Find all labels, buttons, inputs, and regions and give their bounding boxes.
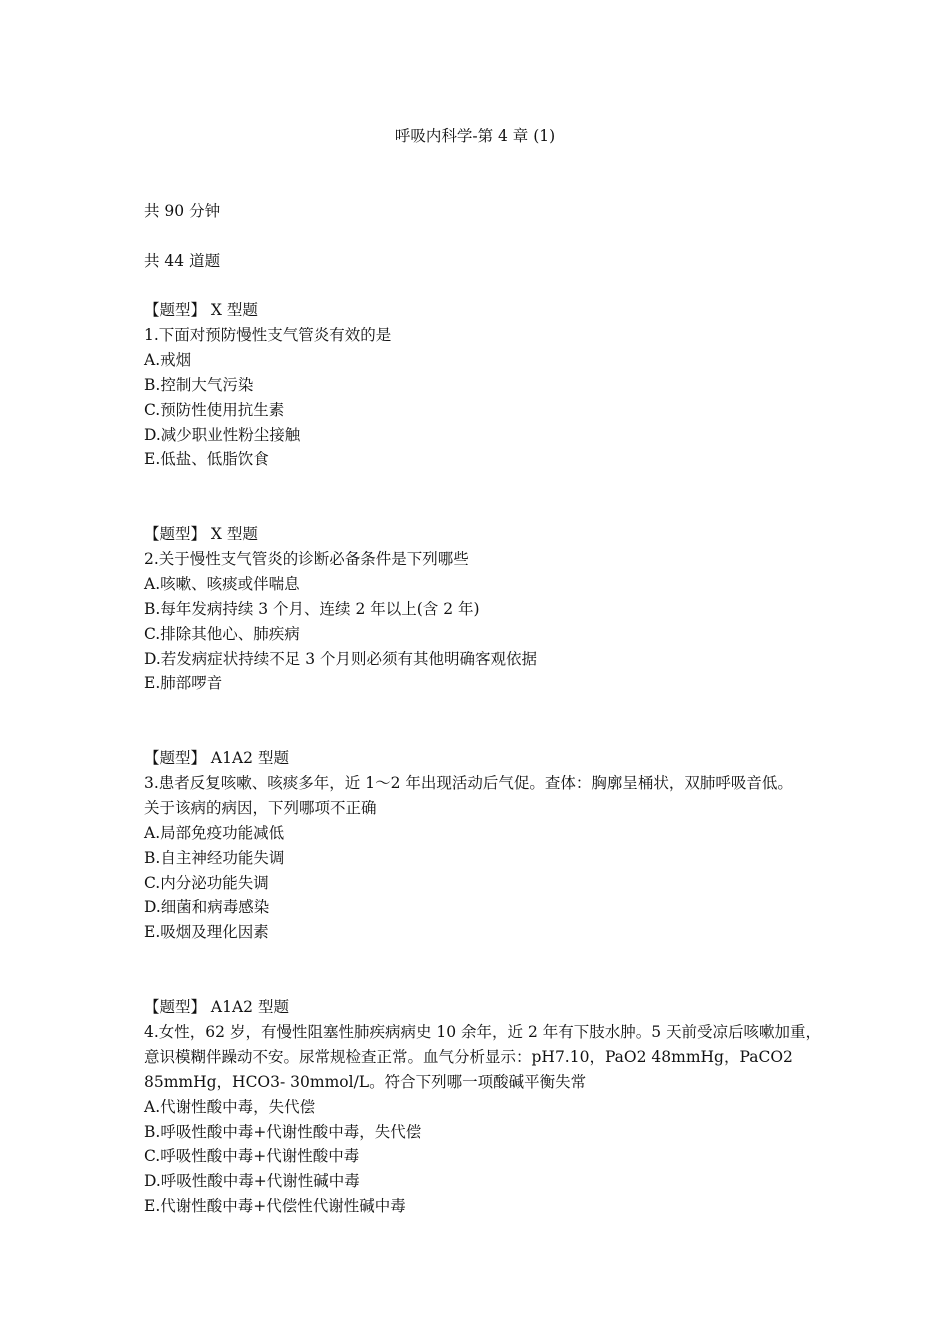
option-a: A.代谢性酸中毒，失代偿 [144,1097,316,1116]
option-a: A.局部免疫功能减低 [144,823,285,842]
option-e: E.代谢性酸中毒+代偿性代谢性碱中毒 [144,1197,406,1216]
option-e: E.吸烟及理化因素 [144,923,269,942]
option-c: C.预防性使用抗生素 [144,400,285,419]
option-e: E.肺部啰音 [144,674,223,693]
question-stem-line: 85mmHg，HCO3- 30mmol/L。符合下列哪一项酸碱平衡失常 [144,1072,587,1091]
question-stem-line: 3.患者反复咳嗽、咳痰多年，近 1～2 年出现活动后气促。查体：胸廓呈桶状，双肺呼吸音低。 [144,773,793,792]
question-3 [144,746,824,945]
option-b: B.自主神经功能失调 [144,848,285,867]
page-title: 呼吸内科学-第 4 章 (1) [394,127,556,145]
question-type-label: 【题型】 A1A2 型题 [144,998,289,1016]
option-e: E.低盐、低脂饮食 [144,450,269,469]
question-stem-line: 1.下面对预防慢性支气管炎有效的是 [144,325,392,344]
option-b: B.呼吸性酸中毒+代谢性酸中毒，失代偿 [144,1122,422,1141]
question-type-label: 【题型】 X 型题 [144,525,258,543]
option-b: B.每年发病持续 3 个月、连续 2 年以上(含 2 年) [144,599,480,618]
question-type-label: 【题型】 A1A2 型题 [144,749,289,767]
option-c: C.排除其他心、肺疾病 [144,624,300,643]
option-d: D.减少职业性粉尘接触 [144,425,301,444]
question-stem [144,323,824,348]
exam-duration: 共 90 分钟 [144,202,221,220]
question-stem [144,547,824,572]
question-count: 共 44 道题 [144,252,221,270]
option-c: C.内分泌功能失调 [144,873,269,892]
question-type-label: 【题型】 X 型题 [144,301,258,319]
option-c: C.呼吸性酸中毒+代谢性酸中毒 [144,1147,360,1166]
question-stem-line: 关于该病的病因，下列哪项不正确 [144,798,377,817]
question-4 [144,995,824,1219]
option-d: D.呼吸性酸中毒+代谢性碱中毒 [144,1172,360,1191]
question-2 [144,522,824,696]
question-stem-line: 意识模糊伴躁动不安。尿常规检查正常。血气分析显示：pH7.10，PaO2 48mmHg，PaCO2 [144,1047,793,1066]
option-b: B.控制大气污染 [144,375,254,394]
question-1 [144,298,824,472]
question-stem-line: 2.关于慢性支气管炎的诊断必备条件是下列哪些 [144,549,469,568]
option-a: A.戒烟 [144,350,192,369]
question-stem [144,1020,824,1095]
option-d: D.细菌和病毒感染 [144,898,270,917]
option-a: A.咳嗽、咳痰或伴喘息 [144,574,300,593]
option-d: D.若发病症状持续不足 3 个月则必须有其他明确客观依据 [144,649,538,668]
question-stem [144,771,824,821]
question-stem-line: 4.女性，62 岁，有慢性阻塞性肺疾病病史 10 余年，近 2 年有下肢水肿。5 天前受凉后咳嗽加重， [144,1022,822,1041]
